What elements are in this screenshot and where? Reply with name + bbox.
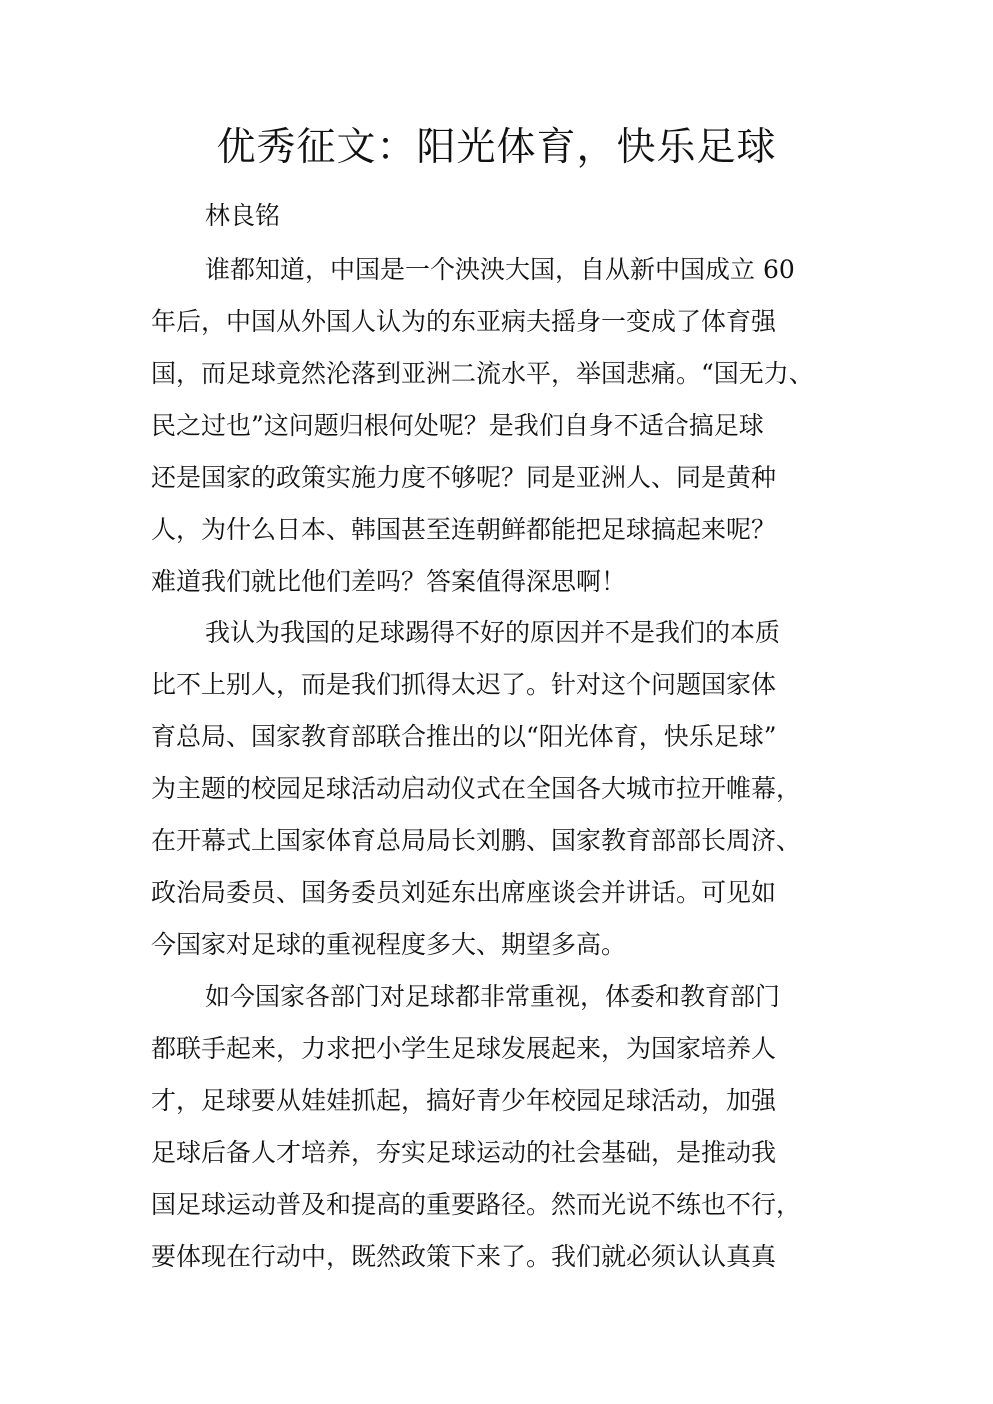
paragraph-line: 育总局、国家教育部联合推出的以“阳光体育，快乐足球” [151,722,777,751]
paragraph-line: 为主题的校园足球活动启动仪式在全国各大城市拉开帷幕， [151,774,802,803]
paragraph-line: 要体现在行动中，既然政策下来了。我们就必须认认真真 [151,1242,777,1271]
paragraph-line: 都联手起来，力求把小学生足球发展起来，为国家培养人 [151,1034,777,1063]
paragraph-line: 今国家对足球的重视程度多大、期望多高。 [151,930,627,959]
paragraph-line: 才，足球要从娃娃抓起，搞好青少年校园足球活动，加强 [151,1086,777,1115]
paragraph-line: 政治局委员、国务委员刘延东出席座谈会并讲话。可见如 [151,878,777,907]
paragraph-line: 还是国家的政策实施力度不够呢？同是亚洲人、同是黄种 [151,463,777,492]
paragraph-line: 国，而足球竟然沦落到亚洲二流水平，举国悲痛。“国无力、 [151,359,814,388]
author-name: 林良铭 [205,201,281,230]
paragraph-line: 人，为什么日本、韩国甚至连朝鲜都能把足球搞起来呢？ [151,515,777,544]
paragraph-line: 年后，中国从外国人认为的东亚病夫摇身一变成了体育强 [151,307,777,336]
paragraph-line: 足球后备人才培养，夯实足球运动的社会基础，是推动我 [151,1138,777,1167]
paragraph-line: 比不上别人，而是我们抓得太迟了。针对这个问题国家体 [151,670,777,699]
paragraph-line: 如今国家各部门对足球都非常重视，体委和教育部门 [205,982,781,1011]
paragraph-line: 在开幕式上国家体育总局局长刘鹏、国家教育部部长周济、 [151,826,802,855]
document-title: 优秀征文：阳光体育，快乐足球 [216,125,777,170]
paragraph-line: 国足球运动普及和提高的重要路径。然而光说不练也不行， [151,1190,802,1219]
paragraph-line: 难道我们就比他们差吗？答案值得深思啊！ [151,567,627,596]
paragraph-line: 谁都知道，中国是一个泱泱大国，自从新中国成立 60 [205,255,795,284]
paragraph-line: 民之过也”这问题归根何处呢？是我们自身不适合搞足球 [151,411,764,440]
paragraph-line: 我认为我国的足球踢得不好的原因并不是我们的本质 [205,618,781,647]
